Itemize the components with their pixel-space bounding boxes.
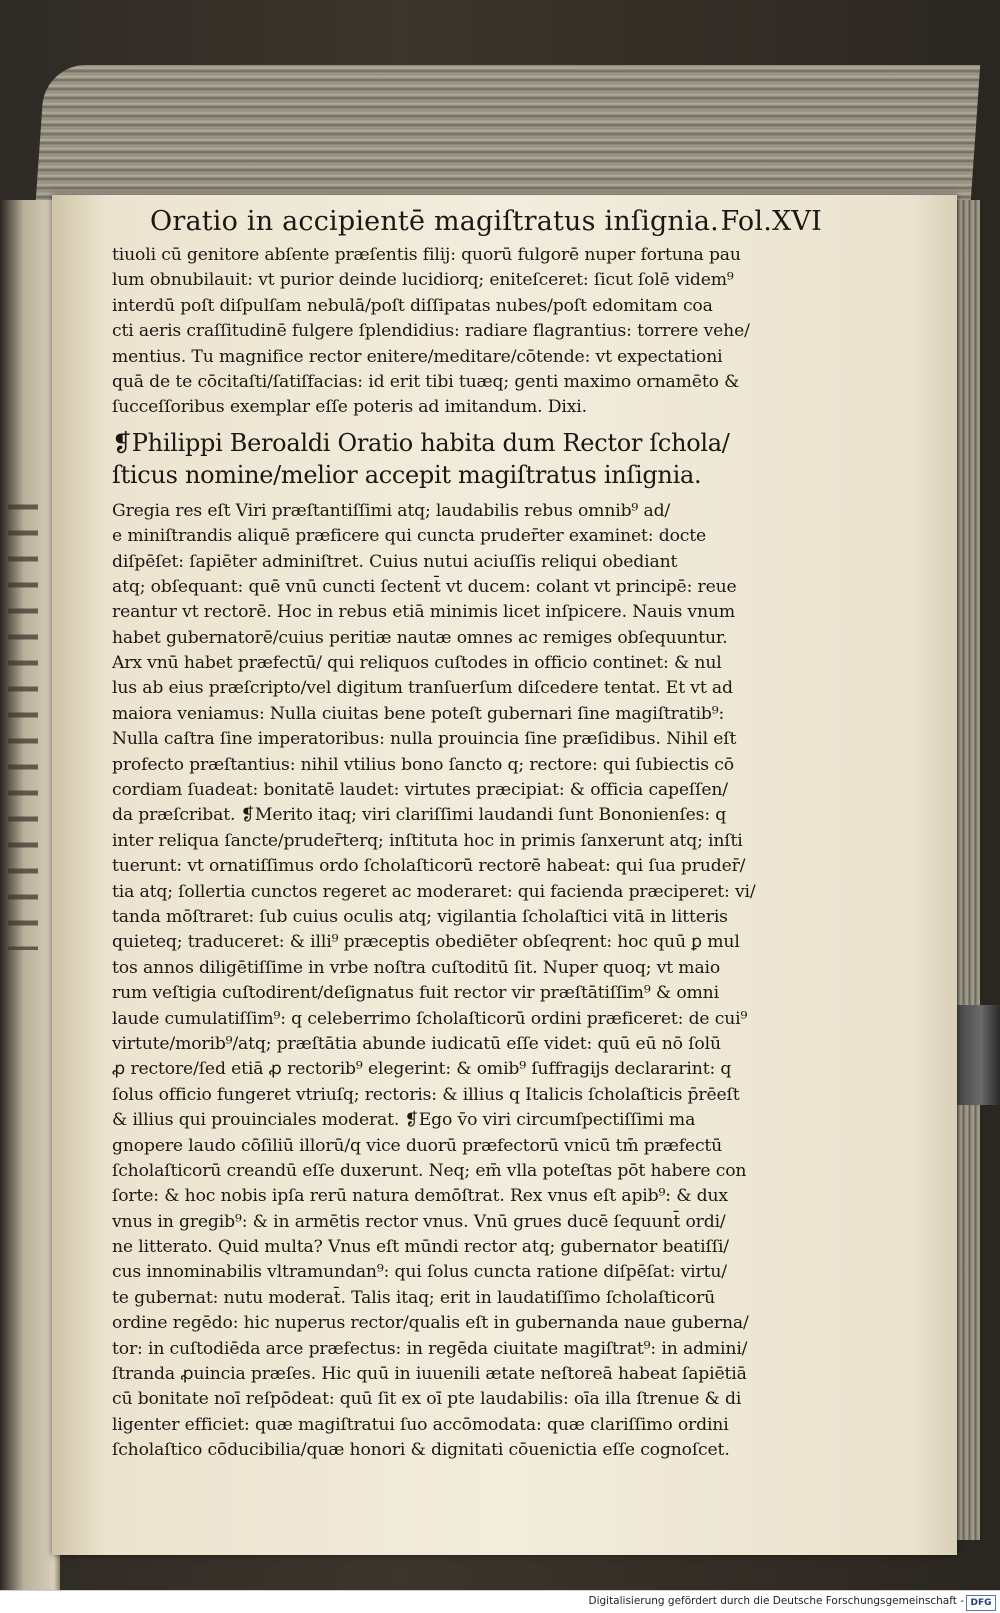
text-line: tos annos diligētiſſime in vrbe noſtra cuſtoditū ſit. Nuper quoq; vt maio bbox=[112, 957, 721, 978]
book-page bbox=[52, 195, 957, 1555]
book-top-edge bbox=[35, 65, 980, 215]
text-line: laude cumulatiſſim⁹: q celeberrimo ſcholaſticorū ordini præficeret: de cui⁹ bbox=[112, 1008, 748, 1029]
text-line: ſcholaſtico cōducibilia/quæ honori & dignitati cōuenictia eſſe cognoſcet. bbox=[112, 1440, 730, 1461]
text-line: da præſcribat. ❡Merito itaq; viri clariſſimi laudandi ſunt Bononienſes: q bbox=[112, 805, 727, 826]
text-line: interdū poſt diſpulſam nebulā/poſt diſſipatas nubes/poſt edomitam coa bbox=[112, 295, 713, 316]
text-line: cordiam ſuadeat: bonitatē laudet: virtutes præcipiat: & officia capeſſen/ bbox=[112, 780, 728, 801]
text-line: tia atq; ſollertia cunctos regeret ac moderaret: qui facienda præciperet: vi/ bbox=[112, 881, 756, 902]
text-line: ſolus officio fungeret vtriuſq; rectoris: & illius q Italicis ſcholaſticis p̄rēeſt bbox=[112, 1084, 740, 1105]
text-line: Arx vnū habet præfectū/ qui reliquos cuſtodes in officio continet: & nul bbox=[112, 653, 722, 674]
text-line: cus innominabilis vltramundan⁹: qui ſolus cuncta ratione diſpēſat: virtu/ bbox=[112, 1262, 727, 1283]
text-line: te gubernat: nutu moderat̄. Talis itaq; erit in laudatiſſimo ſcholaſticorū bbox=[112, 1287, 716, 1308]
text-block bbox=[112, 203, 822, 1464]
digitization-footer bbox=[0, 1590, 1000, 1613]
text-line: ordine regēdo: hic nuperus rector/qualis eſt in gubernanda naue guberna/ bbox=[112, 1313, 749, 1334]
oration-body bbox=[112, 499, 822, 1464]
text-line: reantur vt rectorē. Hoc in rebus etiā minimis licet inſpicere. Nauis vnum bbox=[112, 602, 735, 623]
text-line: ſorte: & hoc nobis ipſa rerū natura demōſtrat. Rex vnus eſt apib⁹: & dux bbox=[112, 1186, 728, 1207]
oration-heading bbox=[112, 427, 822, 491]
text-line: ſcholaſticorū creandū eſſe duxerunt. Neq; em̄ vlla poteſtas pōt habere con bbox=[112, 1160, 747, 1181]
text-line: ligenter efficiet: quæ magiſtratui ſuo accōmodata: quæ clariſſimo ordini bbox=[112, 1414, 729, 1435]
folio-number: Fol.XVI bbox=[720, 206, 822, 237]
text-line: quieteq; traduceret: & illi⁹ præceptis obediēter obſeqrent: hoc quū ꝑ mul bbox=[112, 932, 740, 953]
text-line: inter reliqua ſancte/pruder̄terq; inſtituta hoc in primis ſanxerunt atq; inſti bbox=[112, 830, 743, 851]
text-line: rum veſtigia cuſtodirent/deſignatus fuit rector vir præſtātiſſim⁹ & omni bbox=[112, 983, 719, 1004]
text-line: Nulla caſtra ſine imperatoribus: nulla prouincia ſine præſidibus. Nihil eſt bbox=[112, 729, 737, 750]
text-line: ſticus nomine/melior accepit magiſtratus inſignia. bbox=[112, 460, 702, 489]
facing-page bbox=[0, 200, 60, 1590]
text-line: virtute/morib⁹/atq; præſtātia abunde iudicatū eſſe videt: quū eū nō ſolū bbox=[112, 1033, 721, 1054]
text-line: ſucceſſoribus exemplar eſſe poteris ad imitandum. Dixi. bbox=[112, 397, 587, 418]
text-line: habet gubernatorē/cuius peritiæ nautæ omnes ac remiges obſequuntur. bbox=[112, 627, 728, 648]
text-line: ne litterato. Quid multa? Vnus eſt mūndi rector atq; gubernator beatiſſi/ bbox=[112, 1237, 729, 1258]
text-line: gnopere laudo cōſiliū illorū/q vice duorū præfectorū vnicū tm̄ præfectū bbox=[112, 1135, 723, 1156]
text-line: cti aeris craſſitudinē fulgere ſplendidius: radiare flagrantius: torrere vehe/ bbox=[112, 321, 750, 342]
text-line: lum obnubilauit: vt purior deinde lucidiorq; eniteſceret: ſicut ſolē videm⁹ bbox=[112, 270, 734, 291]
text-line: & illius qui prouinciales moderat. ❡Ego v̄o viri circumſpectiſſimi ma bbox=[112, 1110, 696, 1131]
text-line: vnus in gregib⁹: & in armētis rector vnus. Vnū grues ducē ſequunt̄ ordi/ bbox=[112, 1211, 726, 1232]
text-line: tanda mōſtraret: ſub cuius oculis atq; vigilantia ſcholaſtici vitā in litteris bbox=[112, 906, 728, 927]
text-line: tiuoli cū genitore abſente præſentis filij: quorū fulgorē nuper fortuna pau bbox=[112, 245, 741, 265]
text-line: maiora veniamus: Nulla ciuitas bene poteſt gubernari ſine magiſtratib⁹: bbox=[112, 703, 725, 724]
dfg-logo: DFG bbox=[966, 1595, 996, 1611]
text-line: profecto præſtantius: nihil vtilius bono ſancto q; rectore: qui ſubiectis cō bbox=[112, 754, 734, 775]
book-clamp bbox=[952, 1005, 1000, 1105]
text-line: ꝓ rectore/ſed etiā ꝓ rectorib⁹ elegerint: & omib⁹ ſuffragijs declararint: q bbox=[112, 1059, 732, 1080]
text-line: ſtranda ꝓuincia præſes. Hic quū in iuuenili ætate neſtoreā habeat ſapiētiā bbox=[112, 1364, 747, 1385]
text-line: lus ab eius præſcripto/vel digitum tranſuerſum diſcedere tentat. Et vt ad bbox=[112, 678, 733, 699]
text-line: cū bonitate noī reſpōdeat: quū ſit ex oī pte laudabilis: oīa illa ſtrenue & di bbox=[112, 1389, 742, 1410]
text-line: tuerunt: vt ornatiſſimus ordo ſcholaſticorū rectorē habeat: qui ſua pruder̄/ bbox=[112, 856, 746, 877]
text-line: mentius. Tu magnifice rector enitere/meditare/cōtende: vt expectationi bbox=[112, 346, 723, 367]
continuation-paragraph bbox=[112, 243, 822, 421]
text-line: Gregia res eſt Viri præſtantiſſimi atq; laudabilis rebus omnib⁹ ad/ bbox=[112, 500, 671, 521]
text-line: diſpēſet: ſapiēter adminiſtret. Cuius nutui aciuſſis reliqui obediant bbox=[112, 551, 678, 572]
text-line: ❡Philippi Beroaldi Oratio habita dum Rector ſchola/ bbox=[112, 428, 730, 457]
running-head-title: Oratio in accipientē magiſtratus inſignia. bbox=[150, 206, 719, 237]
running-header bbox=[112, 203, 822, 243]
text-line: e miniſtrandis aliquē præficere qui cuncta pruder̄ter examinet: docte bbox=[112, 526, 707, 547]
footer-credit: Digitalisierung gefördert durch die Deutsche Forschungsgemeinschaft - bbox=[588, 1595, 964, 1607]
text-line: tor: in cuſtodiēda arce præfectus: in regēda ciuitate magiſtrat⁹: in admini/ bbox=[112, 1338, 748, 1359]
facing-page-text-fragment bbox=[8, 490, 38, 950]
text-line: quā de te cōcitaſti/ſatiſfacias: id erit tibi tuæq; genti maximo ornamēto & bbox=[112, 371, 740, 392]
text-line: atq; obſequant: quē vnū cuncti ſectent̄ vt ducem: colant vt principē: reue bbox=[112, 576, 737, 597]
